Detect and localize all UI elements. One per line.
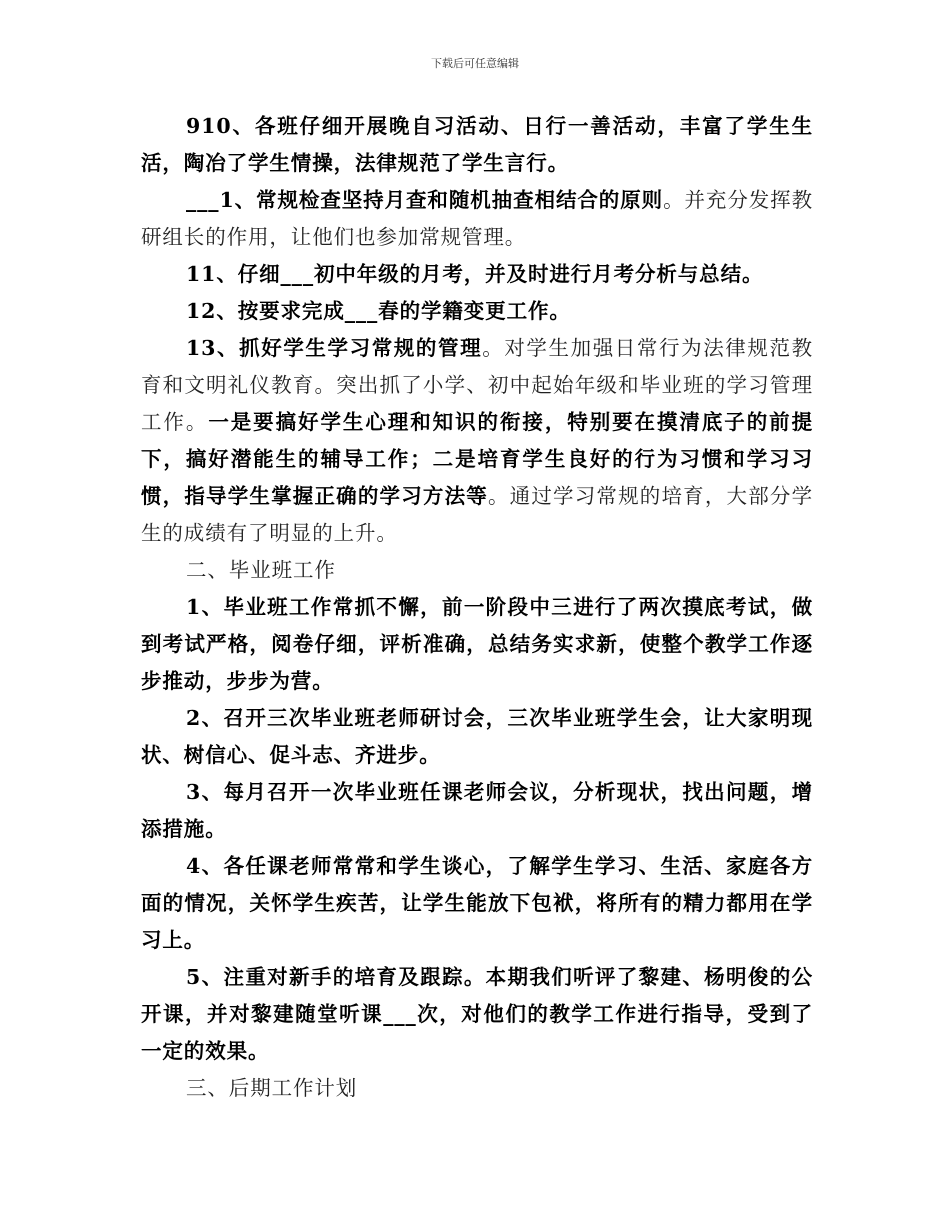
paragraph-new-teachers [141, 959, 813, 1070]
paragraph-normal-text: 三、后期工作计划 [186, 1076, 358, 1100]
section-heading-graduating-class [141, 552, 813, 589]
paragraph-mock-exams [141, 589, 813, 700]
paragraph-normal-text: 二、毕业班工作 [186, 558, 336, 582]
paragraph-normal-text-2: 。通过学习常规的培育，大部分学生的成绩有了明显的上升。 [141, 484, 813, 545]
paragraph-enrollment-change [141, 293, 813, 330]
paragraph-teacher-talks [141, 848, 813, 959]
paragraph-bold-text: 12、按要求完成___春的学籍变更工作。 [186, 299, 571, 323]
paragraph-bold-text: 3、每月召开一次毕业班任课老师会议，分析现状，找出问题，增添措施。 [141, 780, 813, 841]
paragraph-bold-text: 1、毕业班工作常抓不懈，前一阶段中三进行了两次摸底考试，做到考试严格，阅卷仔细，评析准确，总结务实求新，使整个教学工作逐步推动，步步为营。 [141, 595, 813, 693]
paragraph-study-routine [141, 330, 813, 552]
paragraph-evening-study [141, 108, 813, 182]
paragraph-bold-text: 5、注重对新手的培育及跟踪。本期我们听评了黎建、杨明俊的公开课，并对黎建随堂听课___次，对他们的教学工作进行指导，受到了一定的效果。 [141, 965, 813, 1063]
paragraph-bold-text: 2、召开三次毕业班老师研讨会，三次毕业班学生会，让大家明现状、树信心、促斗志、齐进步。 [141, 706, 813, 767]
paragraph-bold-text: ___1、常规检查坚持月查和随机抽查相结合的原则 [186, 188, 664, 212]
paragraph-bold-text: 13、抓好学生学习常规的管理 [186, 336, 483, 360]
paragraph-bold-text: 11、仔细___初中年级的月考，并及时进行月考分析与总结。 [186, 262, 764, 286]
page-header: 下载后可任意编辑 [431, 57, 519, 70]
paragraph-seminars [141, 700, 813, 774]
paragraph-bold-text-2: 一是要搞好学生心理和知识的衔接，特别要在摸清底子的前提下，搞好潜能生的辅导工作；二是培育学生良好的行为习惯和学习习惯，指导学生掌握正确的学习方法等 [141, 410, 813, 508]
document-body [141, 108, 813, 1107]
paragraph-normal-text: 。并充分发挥教研组长的作用，让他们也参加常规管理。 [141, 188, 813, 249]
paragraph-normal-text: 。对学生加强日常行为法律规范教育和文明礼仪教育。突出抓了小学、初中起始年级和毕业班的学习管理工作。 [141, 336, 813, 434]
paragraph-monthly-meeting [141, 774, 813, 848]
paragraph-bold-text: 910、各班仔细开展晚自习活动、日行一善活动，丰富了学生生活，陶冶了学生情操，法律规范了学生言行。 [141, 114, 813, 175]
section-heading-future-plan [141, 1070, 813, 1107]
paragraph-routine-check [141, 182, 813, 256]
paragraph-bold-text: 4、各任课老师常常和学生谈心，了解学生学习、生活、家庭各方面的情况，关怀学生疾苦，让学生能放下包袱，将所有的精力都用在学习上。 [141, 854, 813, 952]
paragraph-monthly-exam [141, 256, 813, 293]
